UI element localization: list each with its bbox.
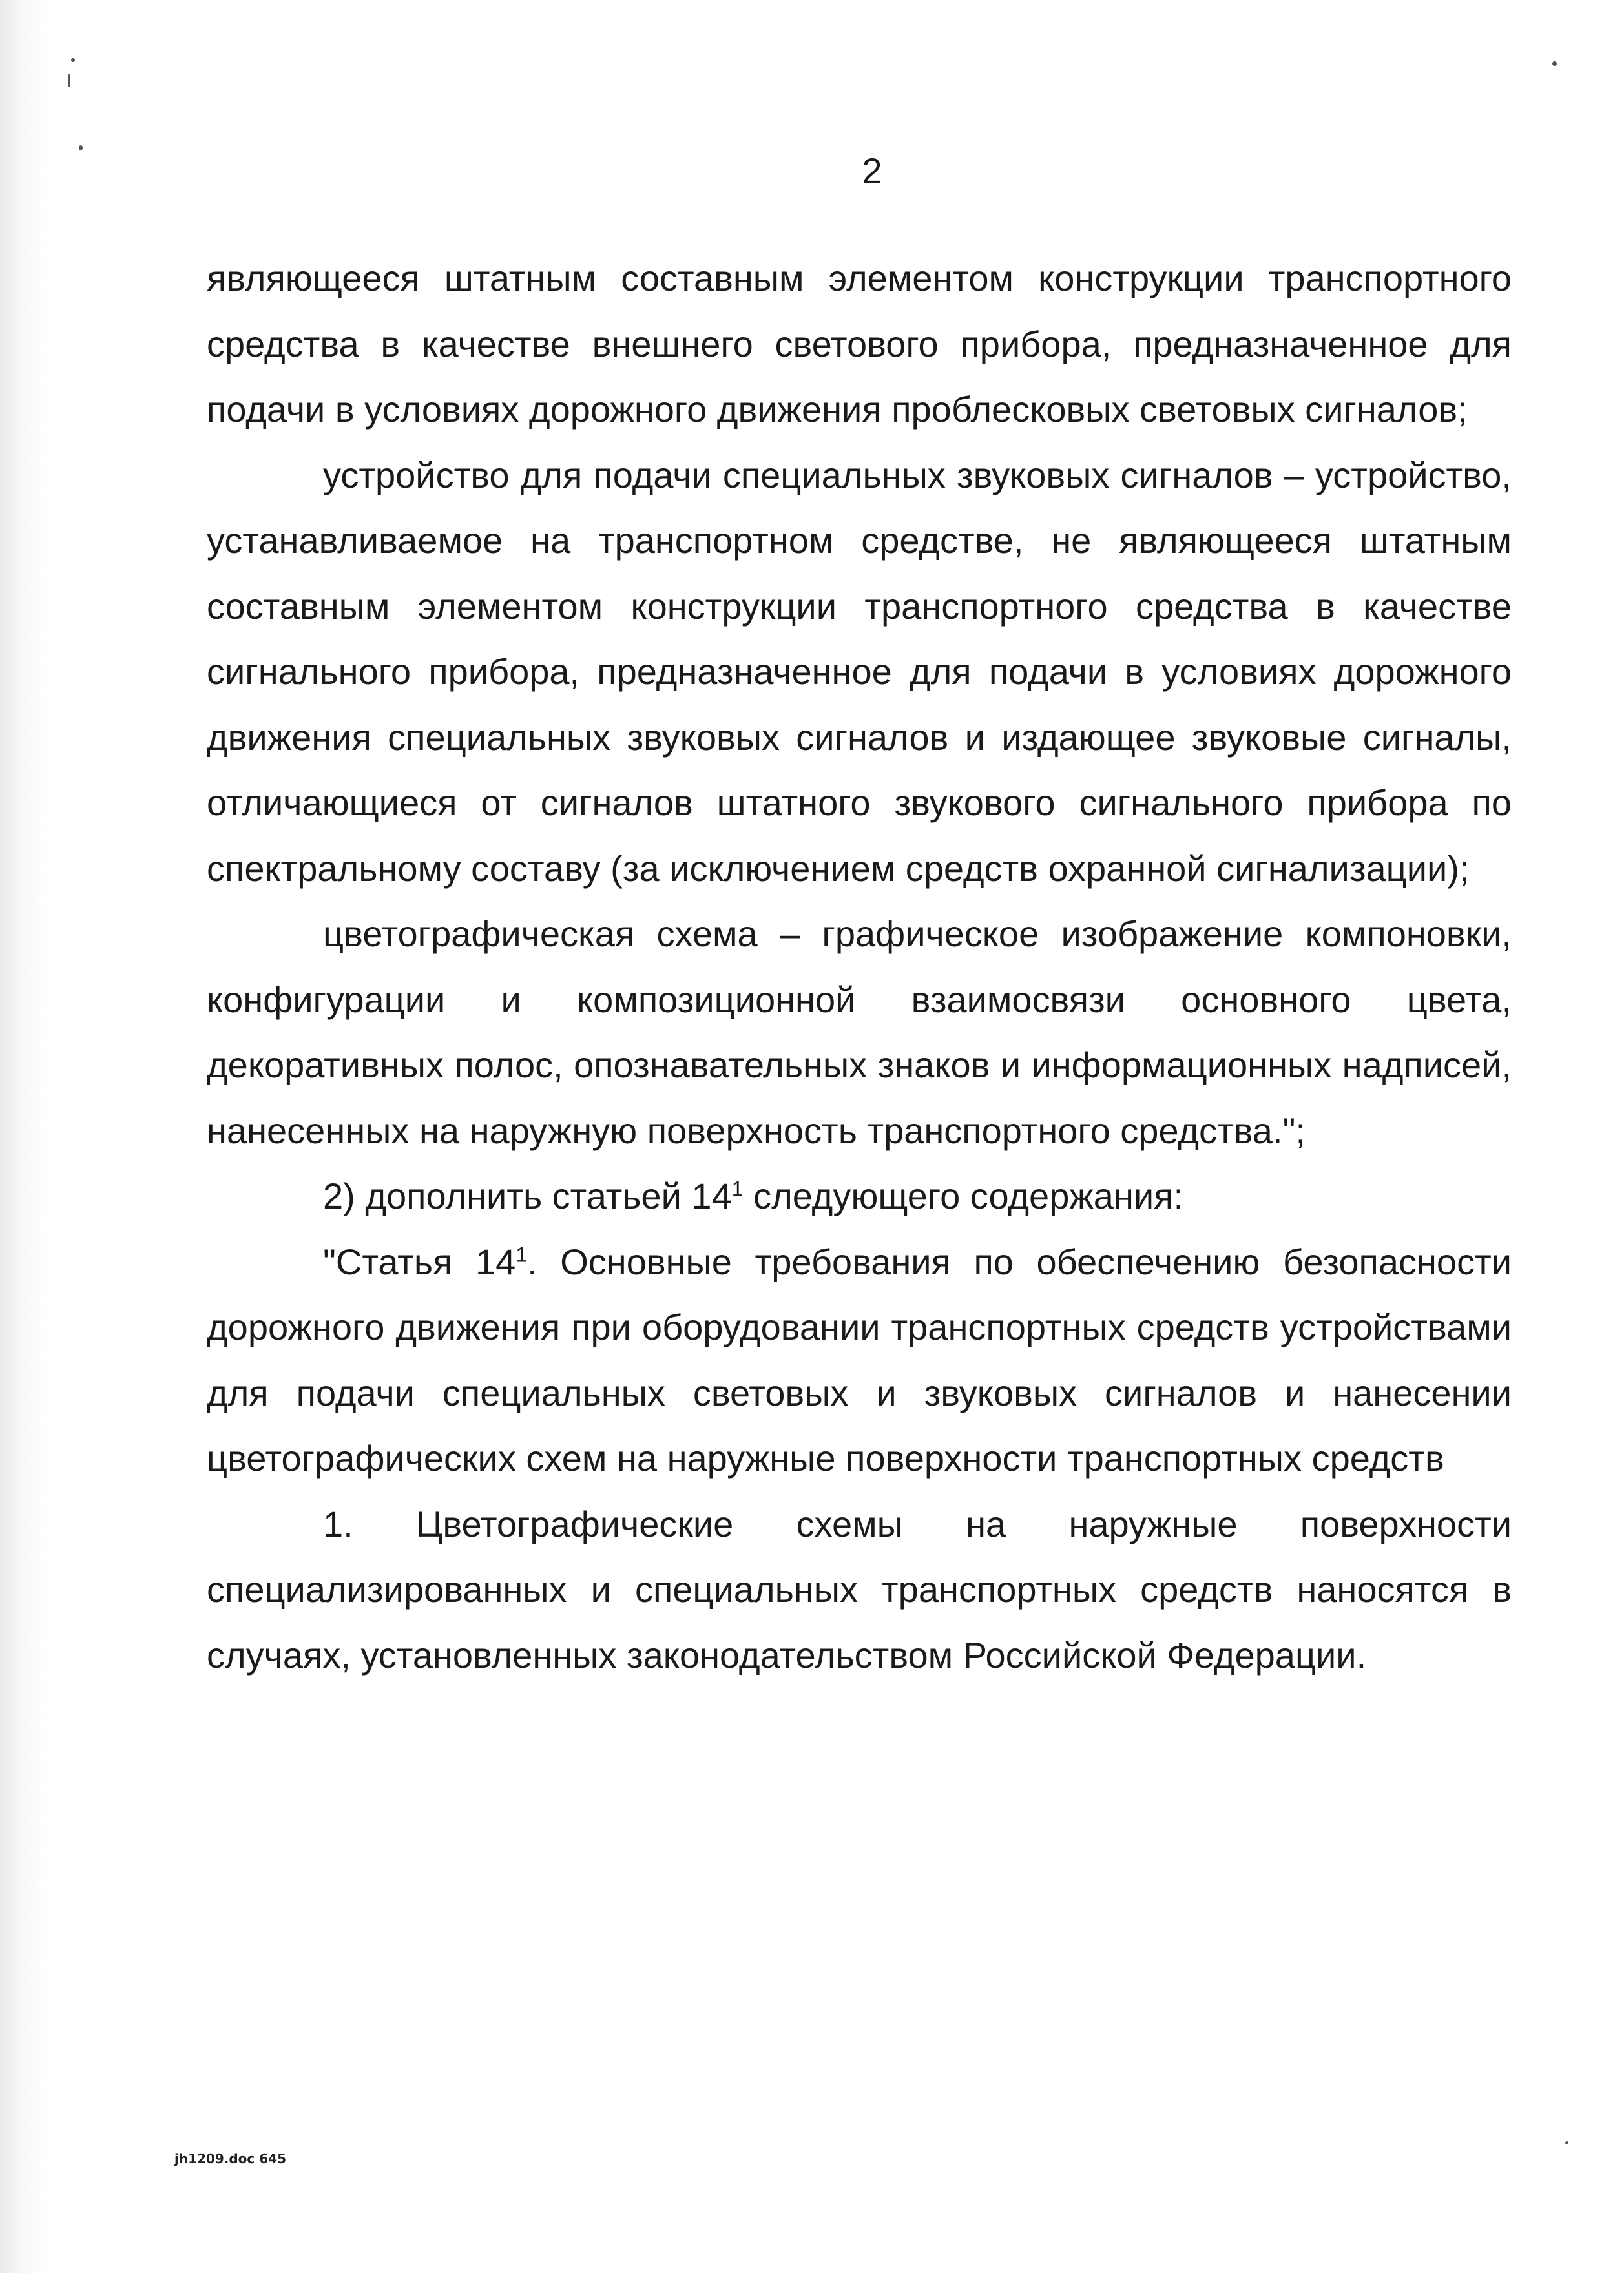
scan-speck <box>1565 2141 1568 2144</box>
scan-edge-shadow <box>0 0 45 2273</box>
paragraph-5 <box>207 1229 1512 1491</box>
scan-speck <box>68 74 70 87</box>
page-number: 2 <box>862 150 882 191</box>
paragraph-4-text-start: 2) дополнить статьей 14 <box>323 1176 732 1216</box>
paragraph-4-superscript: 1 <box>731 1177 744 1201</box>
paragraph-4 <box>207 1163 1512 1229</box>
scan-speck <box>71 58 75 62</box>
paragraph-5-superscript: 1 <box>515 1242 528 1266</box>
paragraph-4-text-end: следующего содержания: <box>743 1176 1184 1216</box>
paragraph-6 <box>207 1491 1512 1688</box>
scan-speck <box>1552 61 1557 66</box>
scan-speck <box>79 145 83 150</box>
paragraph-1-text: являющееся штатным составным элементом конструкции транспортного средства в качестве внешнего светового прибора, предназначенное для подачи в условиях дорожного движения проблесковых световых сигналов; <box>207 258 1512 430</box>
paragraph-1 <box>207 245 1512 442</box>
paragraph-3-text: цветографическая схема – графическое изображение компоновки, конфигурации и композиционной взаимосвязи основного цвета, декоративных полос, опознавательных знаков и информационных надписей, нанесенных на наружную поверхность транспортного средства."; <box>207 913 1512 1151</box>
paragraph-5-text-end: . Основные требования по обеспечению безопасности дорожного движения при оборудовании транспортных средств устройствами для подачи специальных световых и звуковых сигналов и нанесении цветографических схем на наружные поверхности транспортных средств <box>207 1241 1512 1479</box>
document-body <box>207 245 1512 1688</box>
paragraph-5-text-start: "Статья 14 <box>323 1241 516 1282</box>
paragraph-6-text: 1. Цветографические схемы на наружные поверхности специализированных и специальных транспортных средств наносятся в случаях, установленных законодательством Российской Федерации. <box>207 1503 1512 1676</box>
paragraph-3 <box>207 901 1512 1163</box>
paragraph-2 <box>207 442 1512 902</box>
footer-file-reference: jh1209.doc 645 <box>174 2151 286 2166</box>
paragraph-2-text: устройство для подачи специальных звуковых сигналов – устройство, устанавливаемое на транспортном средстве, не являющееся штатным составным элементом конструкции транспортного средства в качестве сигнального прибора, предназначенное для подачи в условиях дорожного движения специальных звуковых сигналов и издающее звуковые сигналы, отличающиеся от сигналов штатного звукового сигнального прибора по спектральному составу (за исключением средств охранной сигнализации); <box>207 454 1512 889</box>
